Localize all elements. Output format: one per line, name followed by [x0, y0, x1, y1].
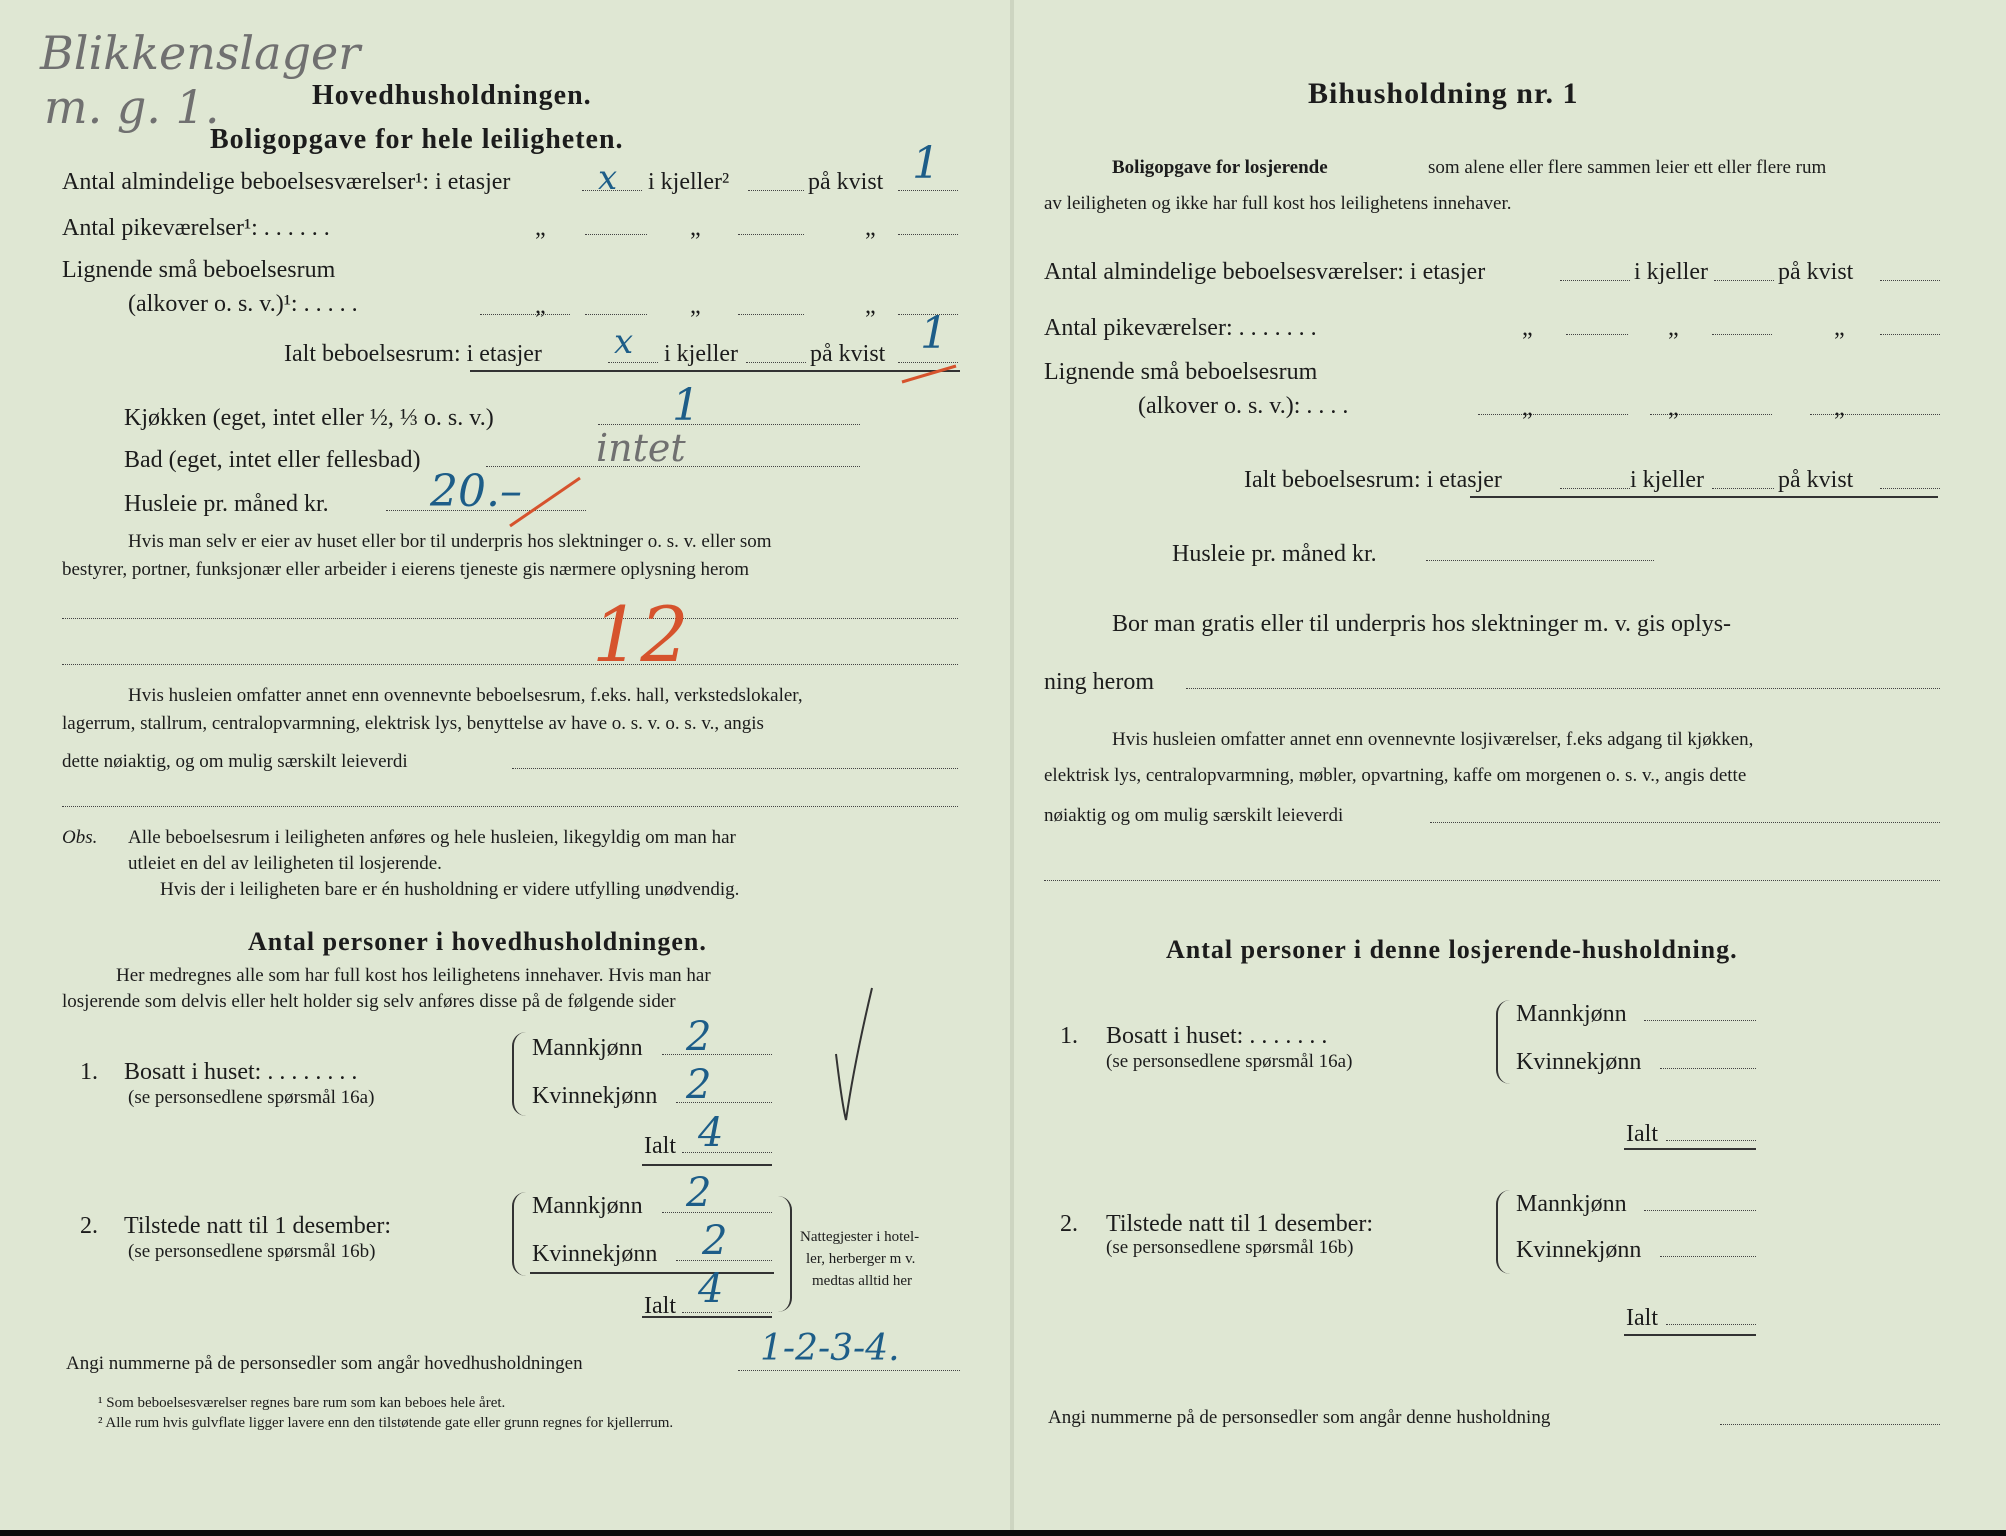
right-field-ialt-kjeller[interactable]: [1712, 488, 1774, 489]
field-left-nummerne[interactable]: [738, 1370, 960, 1371]
ditto-mark: „: [1522, 315, 1533, 341]
right-label-ialt-kjeller: i kjeller: [1630, 467, 1704, 493]
field-leieverdi-2[interactable]: [62, 806, 958, 807]
right-q2-ialt: Ialt: [1626, 1305, 1658, 1331]
right-label-kvist: på kvist: [1778, 259, 1854, 285]
field-kjeller[interactable]: [748, 190, 804, 191]
label-ialt-beboelsesrum: Ialt beboelsesrum: i etasjer: [284, 341, 542, 367]
ditto-mark: „: [1834, 395, 1845, 421]
right-q2-label: Tilstede natt til 1 desember:: [1106, 1211, 1374, 1237]
hw-marital-status: m. g. 1.: [44, 80, 220, 134]
left-subtitle: Boligopgave for hele leiligheten.: [210, 124, 624, 155]
right-q1-kvinne: Kvinnekjønn: [1516, 1049, 1642, 1075]
right-q1-label: Bosatt i huset: . . . . . . .: [1106, 1023, 1328, 1049]
hw-ialt-kvist-1: 1: [920, 308, 948, 359]
right-field-lign-kvist[interactable]: [1810, 414, 1940, 415]
hw-red-mark: 12: [592, 590, 689, 679]
hw-nummerne: 1-2-3-4.: [760, 1328, 900, 1369]
field-lign-kjeller[interactable]: [738, 314, 804, 315]
right-intro-bold: Boligopgave for losjerende: [1112, 157, 1328, 178]
right-q1-mann: Mannkjønn: [1516, 1001, 1627, 1027]
q1-sub: (se personsedlene spørsmål 16a): [128, 1087, 375, 1108]
hw-q1-ialt: 4: [698, 1110, 724, 1156]
natt-brace: [778, 1196, 792, 1312]
right-q1-ialt-rule: [1624, 1148, 1756, 1150]
right-field-q2-kvinne[interactable]: [1660, 1256, 1756, 1257]
right-field-nummerne[interactable]: [1720, 1424, 1940, 1425]
right-field-q2-ialt[interactable]: [1666, 1324, 1756, 1325]
left-title: Hovedhusholdningen.: [312, 80, 592, 111]
right-q2-brace: [1496, 1190, 1510, 1274]
ialt-underline: [470, 370, 960, 372]
right-field-kvist[interactable]: [1880, 280, 1940, 281]
right-field-ialt-kvist[interactable]: [1880, 488, 1940, 489]
label-antal-vaerelser: Antal almindelige beboelsesværelser¹: i etasjer: [62, 169, 511, 195]
omfatter-text-3: dette nøiaktig, og om mulig særskilt leieverdi: [62, 751, 408, 772]
ditto-mark: „: [865, 215, 876, 241]
q2-kvinne-label: Kvinnekjønn: [532, 1241, 658, 1267]
hw-husleie: 20.–: [430, 466, 522, 517]
field-ialt-kjeller[interactable]: [746, 362, 806, 363]
ditto-mark: „: [1834, 315, 1845, 341]
red-dash-stroke: [500, 472, 590, 532]
q2-sub: (se personsedlene spørsmål 16b): [128, 1241, 376, 1262]
ditto-mark: „: [865, 293, 876, 319]
right-q2-mann: Mannkjønn: [1516, 1191, 1627, 1217]
right-label-lignende: Lignende små beboelsesrum: [1044, 359, 1318, 385]
right-persons-title: Antal personer i denne losjerende-husholdning.: [1166, 935, 1738, 964]
omfatter-text-1: Hvis husleien omfatter annet enn ovennevnte beboelsesrum, f.eks. hall, verkstedslokaler,: [128, 685, 803, 706]
q1-ialt-rule: [642, 1164, 772, 1166]
label-husleie: Husleie pr. måned kr.: [124, 491, 329, 517]
field-pike-kjeller[interactable]: [738, 234, 804, 235]
right-field-etasjer[interactable]: [1560, 280, 1630, 281]
right-field-q1-ialt[interactable]: [1666, 1140, 1756, 1141]
label-bad: Bad (eget, intet eller fellesbad): [124, 447, 421, 473]
ditto-mark: „: [690, 215, 701, 241]
right-field-lign-etasjer[interactable]: [1478, 414, 1628, 415]
right-field-q1-kvinne[interactable]: [1660, 1068, 1756, 1069]
right-angi: Angi nummerne på de personsedler som angår denne husholdning: [1048, 1407, 1551, 1428]
field-q2-mann[interactable]: [662, 1212, 772, 1213]
right-field-ialt-etasjer[interactable]: [1560, 488, 1630, 489]
right-intro-1: som alene eller flere sammen leier ett eller flere rum: [1428, 157, 1827, 178]
q2-brace: [512, 1192, 526, 1276]
right-intro-2: av leiligheten og ikke har full kost hos leilighetens innehaver.: [1044, 193, 1512, 214]
right-label-pike: Antal pikeværelser: . . . . . . .: [1044, 315, 1317, 341]
field-kjokken[interactable]: [598, 424, 860, 425]
right-field-pike-etasjer[interactable]: [1566, 334, 1628, 335]
right-field-leieverdi[interactable]: [1430, 822, 1940, 823]
right-q2-kvinne: Kvinnekjønn: [1516, 1237, 1642, 1263]
right-q2-ialt-rule: [1624, 1334, 1756, 1336]
right-field-q1-mann[interactable]: [1644, 1020, 1756, 1021]
right-gratis-2: ning herom: [1044, 669, 1154, 695]
page-fold: [1010, 0, 1014, 1530]
q2-rule: [530, 1272, 774, 1274]
hw-q1-mann: 2: [686, 1014, 712, 1060]
label-alkover: (alkover o. s. v.)¹: . . . . .: [128, 291, 358, 317]
q2-number: 2.: [80, 1213, 98, 1239]
red-check-stroke: [900, 360, 960, 386]
field-lign-etasjer[interactable]: [585, 314, 647, 315]
hw-bad: intet: [596, 426, 686, 470]
label-lignende: Lignende små beboelsesrum: [62, 257, 336, 283]
right-field-pike-kjeller[interactable]: [1712, 334, 1772, 335]
right-field-pike-kvist[interactable]: [1880, 334, 1940, 335]
omfatter-text-2: lagerrum, stallrum, centralopvarmning, elektrisk lys, benyttelse av have o. s. v. o. s. v., angis: [62, 713, 764, 734]
right-label-ialt: Ialt beboelsesrum: i etasjer: [1244, 467, 1502, 493]
ditto-mark: „: [690, 293, 701, 319]
right-omfatter-3: nøiaktig og om mulig særskilt leieverdi: [1044, 805, 1344, 826]
field-kvist[interactable]: [898, 190, 958, 191]
right-ialt-rule: [1470, 496, 1938, 498]
hw-q2-ialt: 4: [698, 1266, 724, 1312]
field-q2-ialt[interactable]: [682, 1312, 772, 1313]
right-label-antal: Antal almindelige beboelsesværelser: i etasjer: [1044, 259, 1486, 285]
obs-text-1: Alle beboelsesrum i leiligheten anføres og hele husleien, likegyldig om man har: [128, 827, 736, 848]
eier-text-2: bestyrer, portner, funksjonær eller arbeider i eierens tjeneste gis nærmere oplysning herom: [62, 559, 750, 580]
hw-kvist-1: 1: [912, 138, 940, 189]
field-q1-ialt[interactable]: [682, 1152, 772, 1153]
right-omfatter-1: Hvis husleien omfatter annet enn ovennevnte losjiværelser, f.eks adgang til kjøkken,: [1112, 729, 1754, 750]
hw-kjokken: 1: [672, 380, 700, 431]
field-eier-1[interactable]: [62, 618, 958, 619]
right-q2-number: 2.: [1060, 1211, 1078, 1237]
right-field-leieverdi-2[interactable]: [1044, 880, 1940, 881]
hw-q2-kvinne: 2: [702, 1218, 728, 1264]
right-q2-sub: (se personsedlene spørsmål 16b): [1106, 1237, 1354, 1258]
q1-kvinne-label: Kvinnekjønn: [532, 1083, 658, 1109]
q1-mann-label: Mannkjønn: [532, 1035, 643, 1061]
ditto-mark: „: [535, 215, 546, 241]
label-kjokken: Kjøkken (eget, intet eller ½, ⅓ o. s. v.): [124, 405, 494, 431]
q1-brace: [512, 1032, 526, 1116]
q2-label: Tilstede natt til 1 desember:: [124, 1213, 392, 1239]
right-title: Bihusholdning nr. 1: [1308, 77, 1579, 110]
right-field-husleie[interactable]: [1426, 560, 1654, 561]
q2-mann-label: Mannkjønn: [532, 1193, 643, 1219]
right-label-kjeller: i kjeller: [1634, 259, 1708, 285]
right-q1-number: 1.: [1060, 1023, 1078, 1049]
field-pike-etasjer[interactable]: [585, 234, 647, 235]
label-kvist: på kvist: [808, 169, 884, 195]
natt-text-1: Nattegjester i hotel-: [800, 1229, 920, 1245]
ditto-mark: „: [1522, 395, 1533, 421]
field-q1-mann[interactable]: [662, 1054, 772, 1055]
label-kjeller: i kjeller²: [648, 169, 730, 195]
q1-ialt-label: Ialt: [644, 1133, 676, 1159]
field-lign-a[interactable]: [480, 314, 570, 315]
persons-text-2: losjerende som delvis eller helt holder sig selv anføres disse på de følgende sider: [62, 991, 676, 1012]
right-q1-brace: [1496, 1000, 1510, 1084]
right-q1-sub: (se personsedlene spørsmål 16a): [1106, 1051, 1353, 1072]
persons-text-1: Her medregnes alle som har full kost hos leilighetens innehaver. Hvis man har: [116, 965, 711, 986]
obs-text-3: Hvis der i leiligheten bare er én husholdning er videre utfylling unødvendig.: [160, 879, 740, 900]
hw-occupation: Blikkenslager: [40, 26, 361, 80]
right-label-ialt-kvist: på kvist: [1778, 467, 1854, 493]
footnote-1: ¹ Som beboelsesværelser regnes bare rum som kan beboes hele året.: [98, 1395, 506, 1411]
footnote-2: ² Alle rum hvis gulvflate ligger lavere enn den tilstøtende gate eller grunn regnes for kjellerrum.: [98, 1415, 674, 1431]
hw-etasjer-x: x: [598, 158, 618, 198]
ditto-mark: „: [535, 293, 546, 319]
left-persons-title: Antal personer i hovedhusholdningen.: [248, 927, 707, 956]
label-pikevaerelser: Antal pikeværelser¹: . . . . . .: [62, 215, 330, 241]
label-ialt-kvist: på kvist: [810, 341, 886, 367]
hw-q1-kvinne: 2: [686, 1062, 712, 1108]
check-mark: [820, 984, 880, 1124]
hw-q2-mann: 2: [686, 1170, 712, 1216]
right-q1-ialt: Ialt: [1626, 1121, 1658, 1147]
eier-text-1: Hvis man selv er eier av huset eller bor til underpris hos slektninger o. s. v. eller som: [128, 531, 772, 552]
natt-text-2: ler, herberger m v.: [806, 1251, 916, 1267]
right-field-gratis[interactable]: [1186, 688, 1940, 689]
q1-label: Bosatt i huset: . . . . . . . .: [124, 1059, 358, 1085]
obs-text-2: utleiet en del av leiligheten til losjerende.: [128, 853, 442, 874]
obs-label: Obs.: [62, 827, 98, 848]
ditto-mark: „: [1668, 315, 1679, 341]
right-field-q2-mann[interactable]: [1644, 1210, 1756, 1211]
q2-ialt-label: Ialt: [644, 1293, 676, 1319]
right-label-alkover: (alkover o. s. v.): . . . .: [1138, 393, 1349, 419]
field-leieverdi[interactable]: [512, 768, 958, 769]
natt-text-3: medtas alltid her: [812, 1273, 912, 1289]
right-omfatter-2: elektrisk lys, centralopvarmning, møbler, opvartning, kaffe om morgenen o. s. v., angis dette: [1044, 765, 1747, 786]
q2-ialt-rule: [642, 1316, 772, 1318]
right-gratis-1: Bor man gratis eller til underpris hos slektninger m. v. gis oplys-: [1112, 611, 1732, 637]
ditto-mark: „: [1668, 395, 1679, 421]
q1-number: 1.: [80, 1059, 98, 1085]
hw-ialt-etasjer-x: x: [614, 322, 634, 362]
right-label-husleie: Husleie pr. måned kr.: [1172, 541, 1377, 567]
left-angi: Angi nummerne på de personsedler som angår hovedhusholdningen: [66, 1353, 583, 1374]
right-field-kjeller[interactable]: [1714, 280, 1774, 281]
label-ialt-kjeller: i kjeller: [664, 341, 738, 367]
field-pike-kvist[interactable]: [898, 234, 958, 235]
field-eier-2[interactable]: [62, 664, 958, 665]
field-ialt-etasjer[interactable]: [608, 362, 658, 363]
